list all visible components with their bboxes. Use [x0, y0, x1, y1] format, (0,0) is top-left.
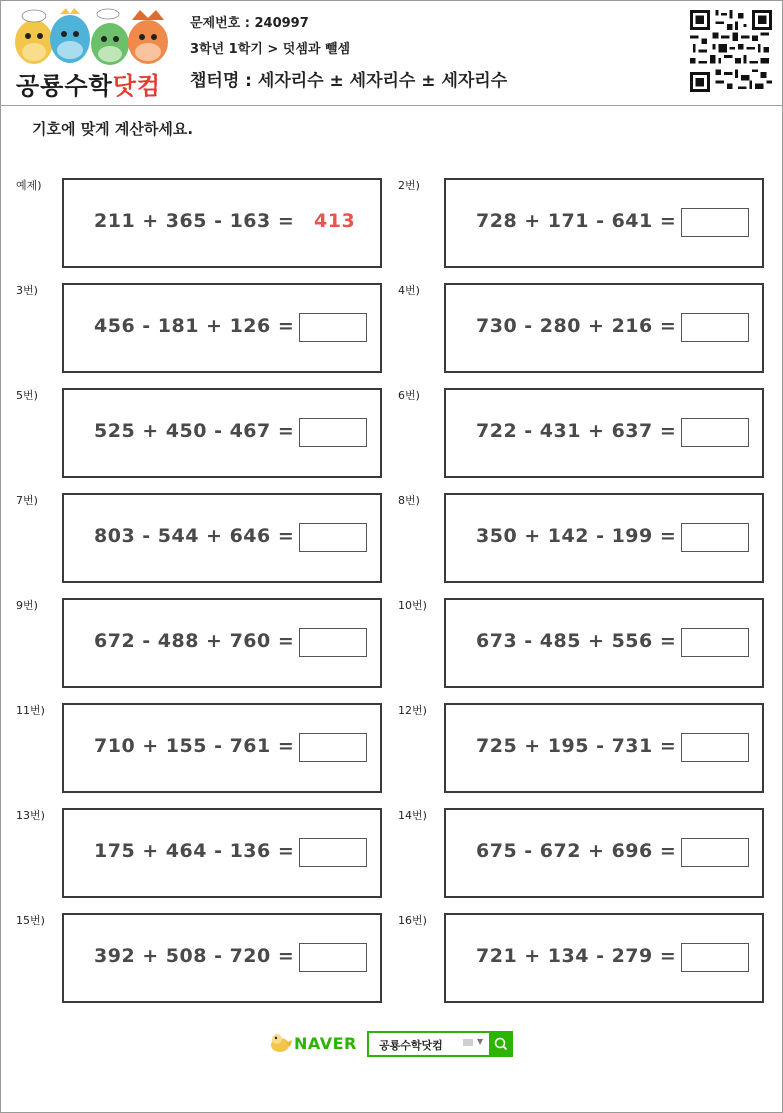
- answer-input-box[interactable]: [681, 628, 749, 657]
- answer-input-box[interactable]: [299, 943, 367, 972]
- problem-item: [16, 597, 398, 689]
- brand-highlight-text: 닷컴: [112, 72, 162, 100]
- problem-box: [62, 493, 382, 583]
- problem-item: [398, 492, 780, 584]
- problem-box: [62, 703, 382, 793]
- problem-number-label: 12번): [398, 704, 427, 717]
- header-divider: [0, 105, 783, 106]
- problem-item: [16, 807, 398, 899]
- problem-item: [16, 702, 398, 794]
- answer-input-box[interactable]: [681, 208, 749, 237]
- problem-number-label: 16번): [398, 914, 427, 927]
- course-breadcrumb: 3학년 1학기 > 덧셈과 뺄셈: [190, 42, 351, 57]
- problem-item: [16, 282, 398, 374]
- problem-box: [444, 493, 764, 583]
- problem-box: [444, 808, 764, 898]
- problem-number-label: 7번): [16, 494, 38, 507]
- answer-input-box[interactable]: [681, 733, 749, 762]
- problem-expression: 710 + 155 - 761 =: [94, 735, 295, 757]
- problem-expression: 730 - 280 + 216 =: [476, 315, 677, 337]
- answer-input-box[interactable]: [681, 418, 749, 447]
- problem-item: [16, 387, 398, 479]
- search-button[interactable]: [489, 1031, 513, 1057]
- answer-input-box[interactable]: [299, 733, 367, 762]
- brand-logo-text: [16, 66, 161, 101]
- problem-item: [398, 702, 780, 794]
- problem-box: [62, 283, 382, 373]
- problem-expression: 803 - 544 + 646 =: [94, 525, 295, 547]
- answer-input-box[interactable]: [299, 313, 367, 342]
- problem-expression: 392 + 508 - 720 =: [94, 945, 295, 967]
- qr-code-image: [690, 10, 772, 92]
- problem-expression: 456 - 181 + 126 =: [94, 315, 295, 337]
- search-icon: [489, 1031, 513, 1057]
- chapter-title: 챕터명 : 세자리수 ± 세자리수 ± 세자리수: [190, 71, 508, 91]
- naver-search-banner[interactable]: [268, 1031, 518, 1057]
- problem-box: [62, 388, 382, 478]
- problem-number-label: 9번): [16, 599, 38, 612]
- example-answer: 413: [314, 210, 356, 232]
- problem-number-label: 3번): [16, 284, 38, 297]
- problem-number-label: 11번): [16, 704, 45, 717]
- answer-input-box[interactable]: [299, 838, 367, 867]
- naver-mascot-icon: [268, 1031, 292, 1055]
- problem-box: [444, 388, 764, 478]
- answer-input-box[interactable]: [681, 313, 749, 342]
- problem-item: [398, 177, 780, 269]
- problem-box: [62, 178, 382, 268]
- problem-item: [16, 177, 398, 269]
- chevron-down-icon: ▼: [477, 1037, 484, 1046]
- problem-expression: 721 + 134 - 279 =: [476, 945, 677, 967]
- problem-box: [444, 598, 764, 688]
- problem-number-label: 14번): [398, 809, 427, 822]
- problem-expression: 728 + 171 - 641 =: [476, 210, 677, 232]
- problem-item: [398, 807, 780, 899]
- problem-box: [444, 178, 764, 268]
- problem-expression: 725 + 195 - 731 =: [476, 735, 677, 757]
- problem-number-label: 예제): [16, 179, 42, 192]
- answer-input-box[interactable]: [681, 523, 749, 552]
- problem-expression: 525 + 450 - 467 =: [94, 420, 295, 442]
- problem-expression: 673 - 485 + 556 =: [476, 630, 677, 652]
- problem-expression: 211 + 365 - 163 =: [94, 210, 295, 232]
- problem-item: [398, 387, 780, 479]
- answer-input-box[interactable]: [299, 628, 367, 657]
- problem-expression: 672 - 488 + 760 =: [94, 630, 295, 652]
- problem-item: [398, 282, 780, 374]
- naver-search-input[interactable]: [367, 1031, 491, 1057]
- problem-number: 문제번호 : 240997: [190, 16, 309, 31]
- problem-box: [444, 283, 764, 373]
- naver-logo-text: NAVER: [294, 1034, 357, 1053]
- problem-box: [444, 913, 764, 1003]
- answer-input-box[interactable]: [681, 943, 749, 972]
- header: [0, 0, 783, 106]
- instruction-text: 기호에 맞게 계산하세요.: [32, 120, 194, 138]
- answer-input-box[interactable]: [681, 838, 749, 867]
- problem-number-label: 5번): [16, 389, 38, 402]
- problem-box: [62, 913, 382, 1003]
- problem-number-label: 13번): [16, 809, 45, 822]
- problem-item: [16, 912, 398, 1004]
- problem-expression: 675 - 672 + 696 =: [476, 840, 677, 862]
- search-query-text: 공룡수학닷컴: [379, 1039, 443, 1052]
- problem-expression: 175 + 464 - 136 =: [94, 840, 295, 862]
- answer-input-box[interactable]: [299, 523, 367, 552]
- problem-number-label: 8번): [398, 494, 420, 507]
- problem-box: [62, 598, 382, 688]
- answer-input-box[interactable]: [299, 418, 367, 447]
- problem-number-label: 4번): [398, 284, 420, 297]
- problem-number-label: 10번): [398, 599, 427, 612]
- problem-item: [398, 597, 780, 689]
- problem-item: [16, 492, 398, 584]
- problem-box: [62, 808, 382, 898]
- problem-number-label: 2번): [398, 179, 420, 192]
- brand-text: 공룡수학: [16, 72, 113, 100]
- problem-expression: 722 - 431 + 637 =: [476, 420, 677, 442]
- problem-expression: 350 + 142 - 199 =: [476, 525, 677, 547]
- problem-item: [398, 912, 780, 1004]
- keyboard-icon: [463, 1039, 473, 1046]
- problem-number-label: 15번): [16, 914, 45, 927]
- problem-number-label: 6번): [398, 389, 420, 402]
- problem-box: [444, 703, 764, 793]
